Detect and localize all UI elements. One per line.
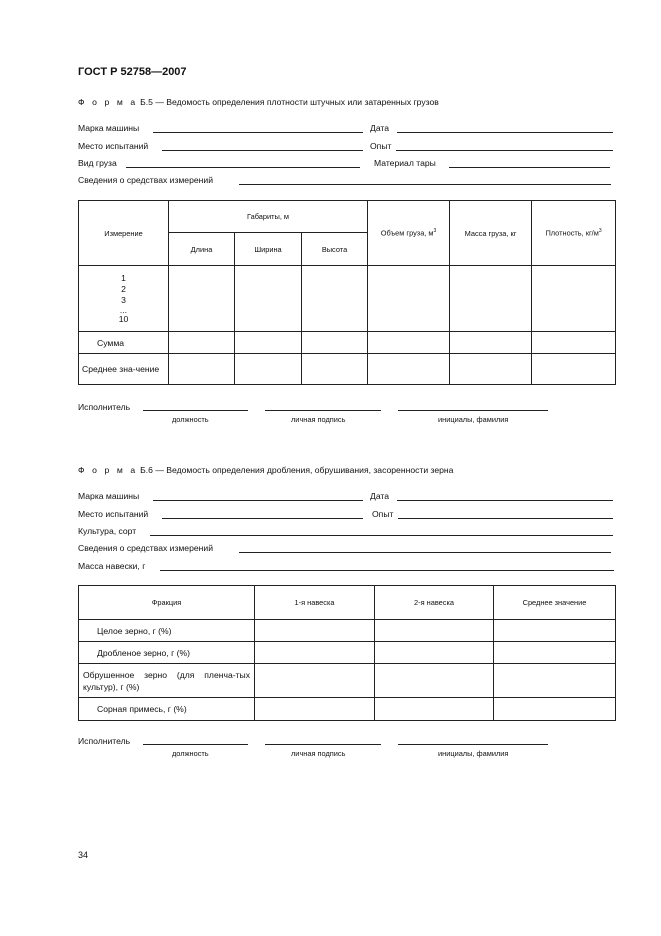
header-vysota: Высота: [302, 233, 368, 266]
table-cell: [255, 642, 375, 664]
header-naveska-1: 1-я навеска: [255, 586, 375, 620]
form-b6-fio-line: [398, 744, 548, 745]
form-b6-data-line: [397, 500, 613, 501]
form-b5-marka-label: Марка машины: [78, 123, 140, 133]
header-obem-text: Объем груза, м: [380, 228, 434, 238]
table-cell: [255, 664, 375, 698]
form-b5-podpis-caption: личная подпись: [291, 415, 346, 424]
form-b6-ispolnitel-label: Исполнитель: [78, 736, 131, 746]
form-b6-opyt-line: [398, 518, 613, 519]
form-b6-svedeniya-line: [239, 552, 611, 553]
header-massa: Масса груза, кг: [450, 201, 532, 266]
table-cell: [235, 354, 302, 385]
form-b5-data-line: [397, 132, 613, 133]
table-cell: [532, 354, 616, 385]
form-b6-kultura-line: [150, 535, 613, 536]
form-b6-fio-caption: инициалы, фамилия: [438, 749, 509, 758]
measurement-ellipsis: ...: [119, 304, 128, 315]
table-row-label: Целое зерно, г (%): [79, 620, 255, 642]
form-b5-vid-line: [126, 167, 360, 168]
table-cell: [494, 698, 616, 721]
table-cell: [235, 332, 302, 354]
header-obem-sup: 3: [433, 228, 437, 235]
form-b5-fio-caption: инициалы, фамилия: [438, 415, 509, 424]
form-b6-mesto-label: Место испытаний: [78, 509, 149, 519]
table-cell: [532, 332, 616, 354]
table-cell: [450, 332, 532, 354]
header-gabarity: Габариты, м: [169, 201, 368, 233]
table-row-label: Дробленое зерно, г (%): [79, 642, 255, 664]
form-b5-svedeniya-label: Сведения о средствах измерений: [78, 175, 213, 185]
form-b5-dolzhnost-line: [143, 410, 248, 411]
table-cell: [235, 266, 302, 332]
form-b5-title-word: Ф о р м а: [78, 97, 138, 107]
form-b6-marka-label: Марка машины: [78, 491, 140, 501]
table-cell: [368, 332, 450, 354]
form-b5-table: [78, 200, 616, 385]
measurement-1: 1: [121, 272, 126, 283]
header-plotnost-sup: 3: [598, 228, 602, 235]
header-plotnost-text: Плотность, кг/м: [545, 228, 599, 238]
table-cell: [169, 266, 235, 332]
form-b5-dolzhnost-caption: должность: [172, 415, 209, 424]
form-b5-title-text: Б.5 — Ведомость определения плотности штучных или затаренных грузов: [140, 97, 439, 107]
table-cell: [532, 266, 616, 332]
table-cell: [255, 698, 375, 721]
header-plotnost: [532, 201, 616, 266]
table-cell: [368, 354, 450, 385]
header-izmerenie: Измерение: [79, 201, 169, 266]
form-b6-massa-label: Масса навески, г: [78, 561, 146, 571]
header-fraktsiya: Фракция: [79, 586, 255, 620]
form-b6-podpis-caption: личная подпись: [291, 749, 346, 758]
form-b6-title-word: Ф о р м а: [78, 465, 138, 475]
form-b6-massa-line: [160, 570, 614, 571]
form-b6-dolzhnost-line: [143, 744, 248, 745]
document-header: ГОСТ Р 52758—2007: [78, 66, 187, 78]
form-b5-svedeniya-line: [239, 184, 611, 185]
page-number: 34: [78, 850, 89, 860]
form-b5-material-label: Материал тары: [374, 158, 436, 168]
table-cell: [255, 620, 375, 642]
table-cell: [375, 664, 494, 698]
header-naveska-2: 2-я навеска: [375, 586, 494, 620]
form-b6-data-label: Дата: [370, 491, 390, 501]
table-cell: [169, 332, 235, 354]
table-row-srednee: Среднее зна-чение: [79, 354, 169, 385]
form-b5-opyt-line: [396, 150, 613, 151]
table-row-label: Сорная примесь, г (%): [79, 698, 255, 721]
measurement-3: 3: [121, 294, 126, 305]
form-b6-table: [78, 585, 616, 721]
table-cell: [494, 620, 616, 642]
table-cell: [375, 620, 494, 642]
form-b5-material-line: [449, 167, 610, 168]
measurement-10: 10: [118, 313, 129, 324]
measurement-2: 2: [121, 283, 126, 294]
form-b5-data-label: Дата: [370, 123, 390, 133]
header-dlina: Длина: [169, 233, 235, 266]
form-b5-mesto-label: Место испытаний: [78, 141, 149, 151]
table-cell: [302, 354, 368, 385]
table-cell: [494, 664, 616, 698]
form-b5-fio-line: [398, 410, 548, 411]
table-cell: [450, 266, 532, 332]
header-srednee: Среднее значение: [494, 586, 616, 620]
table-cell: [494, 642, 616, 664]
table-cell: [375, 642, 494, 664]
form-b6-title: [78, 465, 453, 475]
header-shirina: Ширина: [235, 233, 302, 266]
form-b6-marka-line: [153, 500, 363, 501]
form-b5-title: [78, 97, 439, 107]
table-cell: [450, 354, 532, 385]
table-cell: [375, 698, 494, 721]
form-b5-vid-label: Вид груза: [78, 158, 117, 168]
form-b6-title-text: Б.6 — Ведомость определения дробления, обрушивания, засоренности зерна: [140, 465, 454, 475]
form-b6-mesto-line: [162, 518, 363, 519]
form-b5-podpis-line: [265, 410, 381, 411]
table-cell: [302, 266, 368, 332]
table-cell: [368, 266, 450, 332]
table-cell: [169, 354, 235, 385]
form-b6-svedeniya-label: Сведения о средствах измерений: [78, 543, 213, 553]
form-b6-kultura-label: Культура, сорт: [78, 526, 137, 536]
form-b5-mesto-line: [162, 150, 363, 151]
form-b6-opyt-label: Опыт: [372, 509, 394, 519]
table-row-measurements: [79, 266, 169, 332]
form-b5-opyt-label: Опыт: [370, 141, 392, 151]
form-b6-dolzhnost-caption: должность: [172, 749, 209, 758]
header-obem: [368, 201, 450, 266]
form-b5-marka-line: [153, 132, 363, 133]
table-row-label: Обрушенное зерно (для пленча-тых культур), г (%): [79, 664, 255, 698]
form-b5-ispolnitel-label: Исполнитель: [78, 402, 131, 412]
form-b6-podpis-line: [265, 744, 381, 745]
table-row-summa: Сумма: [79, 332, 169, 354]
table-cell: [302, 332, 368, 354]
